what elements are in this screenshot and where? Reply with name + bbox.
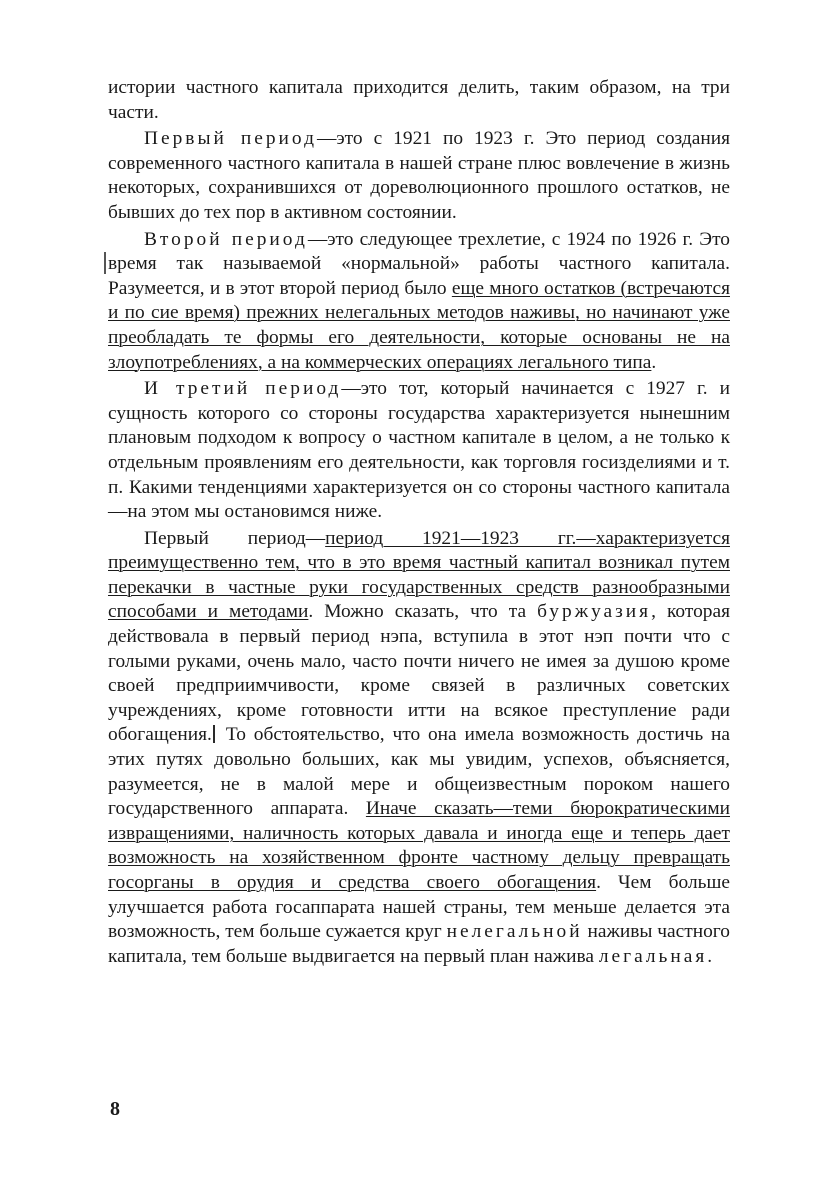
- paragraph-2: [108, 127, 730, 225]
- paragraph-5-underlined-1: период 1921—1923 гг.—характеризуется преимущественно тем, что в это время частный капитал возникал путем перекачки в частные руки государственных средств разнообразными способами и методами: [108, 527, 730, 623]
- paragraph-5-text-c: , которая действовала в первый период нэпа, вступила в этот нэп почти что с голыми руками, очень мало, часто почти ничего не имея за душою кроме своей предприимчивости, кроме связей в различных советских учреждениях, кроме готовности итти на всякое преступление ради обогащения.: [108, 601, 730, 746]
- paragraph-5-text-b: . Можно сказать, что та: [308, 601, 538, 623]
- paragraph-5-spaced-legal: легальная: [598, 945, 708, 967]
- paragraph-5-start: Первый период—: [144, 527, 326, 549]
- paragraph-5-spaced-illegal: нелегальной: [446, 921, 583, 943]
- paragraph-3: [108, 228, 730, 376]
- paragraph-5: [108, 527, 730, 970]
- paragraph-2-text: —это с 1921 по 1923 г. Это период создания современного частного капитала в нашей стране плюс вовлечение в жизнь некоторых, сохранившихся от дореволюционного прошлого остатков, не бывших до тех пор в активном состоянии.: [108, 128, 730, 223]
- margin-pencil-mark: [104, 252, 106, 274]
- paragraph-5-text-d: То обстоятельство, что она имела возможность достичь на этих путях довольно больших, как мы увидим, успехов, объясняется, разумеется, не в малой мере и общеизвестным пороком нашего государственного аппарата.: [108, 724, 730, 820]
- pencil-bracket-mark: [213, 725, 225, 743]
- paragraph-1-text: истории частного капитала приходится делить, таким образом, на три части.: [108, 77, 730, 123]
- paragraph-3-end: .: [651, 351, 657, 373]
- paragraph-3-text: —это следующее трехлетие, с 1924 по 1926 г. Это время так называемой «нормальной» работы частного капитала. Разумеется, и в этот второй период было: [108, 228, 730, 299]
- paragraph-1: [108, 76, 730, 125]
- paragraph-5-spaced-bourgeoisie: буржуазия: [537, 601, 652, 623]
- page-number: 8: [110, 1098, 120, 1120]
- paragraph-4-lead: И третий период: [144, 378, 342, 400]
- paragraph-4: [108, 377, 730, 525]
- paragraph-3-underlined: еще много остатков (встречаются и по сие время) прежних нелегальных методов наживы, но начинают уже преобладать те формы его деятельности, которые основаны не на злоупотреблениях, а на коммерческих операциях легального типа: [108, 277, 730, 373]
- paragraph-5-end: .: [707, 945, 713, 967]
- paragraph-5-underlined-2: Иначе сказать—теми бюрократическими извращениями, наличность которых давала и иногда еще и теперь дает возможность на хозяйственном фронте частному дельцу превращать госорганы в орудия и средства своего обогащения: [108, 798, 730, 893]
- paragraph-5-text-f: наживы частного капитала, тем больше выдвигается на первый план нажива: [108, 921, 730, 967]
- paragraph-3-lead: Второй период: [144, 228, 308, 250]
- body-text: [108, 76, 730, 969]
- paragraph-5-text-e: . Чем больше улучшается работа госаппарата нашей страны, тем меньше делается эта возможность, тем больше сужается круг: [108, 872, 730, 943]
- paragraph-2-lead: Первый период: [144, 128, 317, 150]
- paragraph-4-text: —это тот, который начинается с 1927 г. и сущность которого со стороны государства характеризуется нынешним плановым подходом к вопросу о частном капитале в целом, а не только к отдельным проявлениям его деятельности, как торговля госизделиями и т. п. Какими тенденциями характеризуется он со стороны частного капитала—на этом мы остановимся ниже.: [108, 378, 730, 523]
